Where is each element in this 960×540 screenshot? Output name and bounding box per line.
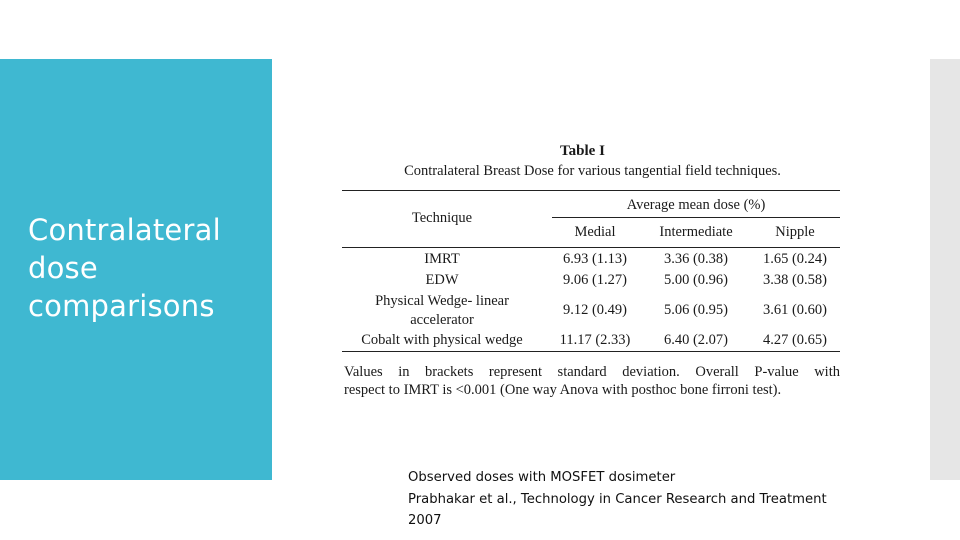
table-row-intermediate: 5.00 (0.96) <box>663 272 729 288</box>
source-line-3: 2007 <box>408 513 442 528</box>
table-row-technique: Cobalt with physical wedge <box>361 332 523 348</box>
table-row-intermediate: 5.06 (0.95) <box>663 302 729 318</box>
header-intermediate: Intermediate <box>659 224 733 240</box>
table-note-line-2: respect to IMRT is <0.001 (One way Anova with posthoc bone firroni test). <box>344 382 782 398</box>
table-bottom-rule <box>342 351 840 352</box>
table-row-technique: Physical Wedge- linear <box>375 293 509 309</box>
table-row-medial: 11.17 (2.33) <box>559 332 631 348</box>
source-line-1: Observed doses with MOSFET dosimeter <box>408 470 676 485</box>
side-bar <box>930 59 960 480</box>
table-caption: Contralateral Breast Dose for various tangential field techniques. <box>404 163 781 179</box>
table-top-rule <box>342 190 840 191</box>
table-number: Table I <box>560 143 605 159</box>
table-figure <box>340 143 845 403</box>
header-group: Average mean dose (%) <box>626 197 766 213</box>
header-medial: Medial <box>574 224 616 240</box>
table-row-technique: EDW <box>425 272 459 288</box>
header-nipple: Nipple <box>775 224 815 240</box>
table-note-line-1: Values in brackets represent standard deviation. Overall P-value with <box>344 364 840 380</box>
table-row-intermediate: 3.36 (0.38) <box>663 251 729 267</box>
table-row-technique: IMRT <box>424 251 460 267</box>
table-row-nipple: 1.65 (0.24) <box>762 251 828 267</box>
table-row-nipple: 3.61 (0.60) <box>762 302 828 318</box>
table-row-medial: 9.06 (1.27) <box>562 272 628 288</box>
header-technique: Technique <box>411 210 473 226</box>
header-group-rule <box>552 217 840 218</box>
slide-title: Contralateral dose comparisons <box>28 213 221 323</box>
table-row-nipple: 4.27 (0.65) <box>762 332 828 348</box>
table-row-intermediate: 6.40 (2.07) <box>663 332 729 348</box>
table-row-technique-continued: accelerator <box>410 312 474 328</box>
table-note <box>344 363 840 399</box>
source-citation <box>408 467 918 532</box>
header-bottom-rule <box>342 247 840 248</box>
table-row-nipple: 3.38 (0.58) <box>762 272 828 288</box>
table-row-medial: 6.93 (1.13) <box>562 251 628 267</box>
source-line-2: Prabhakar et al., Technology in Cancer Research and Treatment <box>408 491 827 507</box>
table-row-medial: 9.12 (0.49) <box>562 302 628 318</box>
